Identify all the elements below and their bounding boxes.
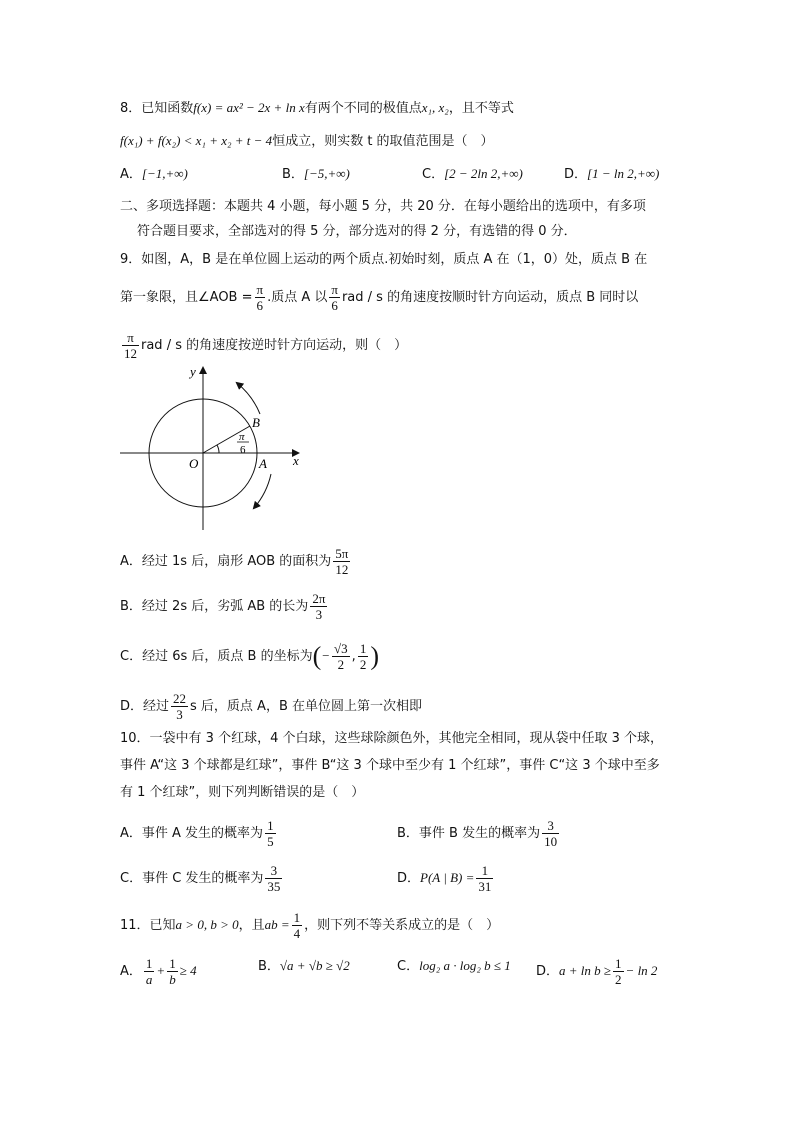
frac-num: 5π (335, 546, 349, 561)
q10-option-c (120, 863, 284, 894)
q8-option-c-label: C． (422, 167, 445, 182)
frac-num: 22 (173, 691, 187, 706)
q8-option-a-label: A． (120, 167, 142, 182)
q8-inequality: f(x₁) + f(x₂) < x₁ + x₂ + t − 4 (120, 133, 273, 148)
frac-num: 3 (542, 818, 559, 834)
q8-line2-suffix: 恒成立，则实数 t 的取值范围是（ ） (272, 134, 494, 149)
q8-prefix: 8．已知函数 (120, 101, 194, 116)
label-pi: π (239, 431, 245, 443)
q9-option-c-frac2 (358, 641, 369, 672)
section2-line1: 二、多项选择题：本题共 4 小题，每小题 5 分，共 20 分．在每小题给出的选项中，有多项 (120, 199, 646, 214)
q8-option-d-label: D． (564, 167, 588, 182)
q9-line2-b: .质点 A 以 (267, 290, 328, 305)
q9-line1: 9．如图，A，B 是在单位圆上运动的两个质点.初始时刻，质点 A 在（1，0）处，质点 B 在 (120, 252, 648, 267)
frac-num: π (331, 282, 338, 297)
q10-option-a-text: A．事件 A 发生的概率为 (120, 826, 264, 841)
q10-option-b-fraction (542, 818, 559, 849)
frac-num: 1 (293, 910, 301, 925)
q11-option-a-tail: ≥ 4 (179, 963, 197, 978)
q11-option-b-label: B． (258, 959, 280, 974)
frac-den: 2 (615, 972, 622, 987)
q11-option-c-value: log₂ a · log₂ b ≤ 1 (419, 958, 511, 973)
q8-option-b-value: [−5,+∞) (303, 166, 350, 181)
frac-den: 2 (337, 657, 345, 672)
q11-condition: a > 0, b > 0 (175, 917, 239, 932)
q8-option-b-label: B． (282, 167, 304, 182)
q10-option-d-fraction (476, 863, 493, 894)
q8-option-c-value: [2 − 2ln 2,+∞) (444, 166, 523, 181)
q10-option-d-label: D． (397, 871, 421, 886)
frac-den: 6 (331, 298, 338, 313)
q11-option-d (536, 956, 657, 987)
q9-speed-a-fraction (329, 282, 340, 313)
frac-den: 10 (544, 834, 558, 849)
q10-option-b-text: B．事件 B 发生的概率为 (397, 826, 541, 841)
q9-option-a-text: A．经过 1s 后，扇形 AOB 的面积为 (120, 554, 332, 569)
frac-num: π (122, 330, 139, 346)
q8-mid: 有两个不同的极值点 (304, 101, 422, 116)
q11-option-b (258, 956, 350, 977)
q10-option-a (120, 818, 278, 849)
q9-option-d-suffix: s 后，质点 A，B 在单位圆上第一次相即 (190, 699, 422, 714)
q10-option-d (397, 863, 495, 894)
frac-den: 3 (315, 607, 323, 622)
frac-den: 35 (267, 879, 281, 894)
q8-option-c (422, 164, 523, 185)
frac-num: 2π (312, 591, 326, 606)
q10-option-c-fraction (265, 863, 282, 894)
q9-angle-fraction (255, 282, 266, 313)
q9-line2 (120, 282, 638, 313)
q9-option-c: C．经过 6s 后，质点 B 的坐标为(− $\frac{√3}{2}$ , $\frac{1}{2}$ ) (120, 641, 379, 672)
q11-option-c (397, 956, 511, 977)
label-o: O (189, 456, 199, 471)
frac-den: 12 (124, 346, 137, 361)
q11-option-d-label: D． (536, 964, 560, 979)
q8-line2 (120, 131, 494, 152)
q11-ab-fraction (292, 910, 303, 941)
q9-speed-b-fraction (122, 330, 139, 361)
label-a: A (259, 456, 267, 471)
q11-option-b-value: √a + √b ≥ √2 (279, 958, 350, 973)
frac-den: 5 (267, 834, 274, 849)
frac-num: 1 (145, 956, 153, 971)
frac-den: a (145, 972, 153, 987)
q9-option-d-fraction (171, 691, 188, 722)
q11-line1 (120, 910, 499, 941)
unit-circle-figure (118, 362, 318, 532)
q11-option-d-b: − ln 2 (625, 963, 658, 978)
frac-den: 6 (256, 298, 264, 313)
q9-line2-c: rad / s 的角速度按顺时针方向运动，质点 B 同时以 (341, 290, 639, 305)
q8-option-a (120, 164, 188, 185)
frac-den: 4 (293, 926, 301, 941)
q8-function: f(x) = ax² − 2x + ln x (193, 100, 305, 115)
arrow-counterclockwise (237, 383, 260, 414)
q8-line1 (120, 98, 514, 119)
q10-line1: 10．一袋中有 3 个红球，4 个白球，这些球除颜色外，其他完全相同，现从袋中任取 3 个球， (120, 731, 664, 746)
q11-option-d-fraction (613, 956, 624, 987)
section2-line2: 符合题目要求，全部选对的得 5 分，部分选对的得 2 分，有选错的得 0 分． (137, 224, 577, 239)
frac-num: √3 (334, 641, 348, 656)
q10-line2: 事件 A“这 3 个球都是红球”，事件 B“这 3 个球中至少有 1 个红球”，事件 C“这 3 个球中至多 (120, 758, 660, 773)
frac-num: 1 (615, 956, 622, 971)
q9-option-b-text: B．经过 2s 后，劣弧 AB 的长为 (120, 599, 309, 614)
q10-option-b (397, 818, 561, 849)
frac-num: π (256, 282, 264, 297)
q11-option-c-label: C． (397, 959, 420, 974)
frac-den: 12 (335, 562, 349, 577)
q9-line3 (120, 330, 407, 361)
frac-num: 1 (169, 956, 176, 971)
frac-num: 1 (359, 641, 367, 656)
q9-option-b-fraction (310, 591, 327, 622)
label-b: B (252, 415, 260, 430)
q11-option-d-a: a + ln b ≥ (559, 963, 612, 978)
q9-line3-a: rad / s 的角速度按逆时针方向运动，则（ ） (141, 338, 408, 353)
q9-option-d-prefix: D．经过 (120, 699, 170, 714)
q9-option-b (120, 591, 329, 622)
q11-and: ，且 (238, 918, 265, 933)
q9-option-a (120, 546, 352, 577)
frac-num: 1 (267, 818, 274, 833)
q8-option-a-value: [−1,+∞) (141, 166, 188, 181)
q10-option-d-expr: P(A | B) = (420, 870, 475, 885)
q8-option-d-value: [1 − ln 2,+∞) (587, 166, 660, 181)
q9-line2-a: 第一象限，且∠AOB = (120, 290, 253, 305)
q11-prefix: 11．已知 (120, 918, 176, 933)
angle-arc (217, 445, 219, 453)
q9-option-c-text: C．经过 6s 后，质点 B 的坐标为 (120, 649, 313, 664)
frac-num: 3 (265, 863, 282, 879)
q11-option-a-frac1 (144, 956, 155, 987)
q9-option-a-fraction (333, 546, 350, 577)
q9-option-c-frac1 (332, 641, 350, 672)
label-six: 6 (240, 444, 246, 456)
label-y: y (190, 364, 196, 379)
q8-option-b (282, 164, 350, 185)
q11-suffix: ，则下列不等关系成立的是（ ） (304, 918, 500, 933)
frac-den: 3 (176, 707, 183, 722)
q11-option-a (120, 956, 197, 987)
label-x: x (293, 453, 299, 468)
frac-den: b (169, 972, 176, 987)
frac-den: 31 (478, 879, 492, 894)
q10-line3: 有 1 个红球”，则下列判断错误的是（ ） (120, 785, 365, 800)
frac-den: 2 (359, 657, 367, 672)
q8-points: x₁, x₂ (421, 100, 449, 115)
arrow-clockwise (254, 474, 271, 508)
q9-option-c-minus: − (321, 648, 331, 663)
frac-num: 1 (476, 863, 493, 879)
q10-option-a-fraction (265, 818, 276, 849)
q11-option-a-frac2 (167, 956, 178, 987)
q8-suffix: ，且不等式 (448, 101, 514, 116)
q11-ab: ab = (264, 917, 290, 932)
q11-option-a-plus: + (156, 963, 166, 978)
q11-option-a-label: A． (120, 964, 142, 979)
q8-option-d (564, 164, 659, 185)
q10-option-c-text: C．事件 C 发生的概率为 (120, 871, 264, 886)
q9-option-d (120, 691, 422, 722)
